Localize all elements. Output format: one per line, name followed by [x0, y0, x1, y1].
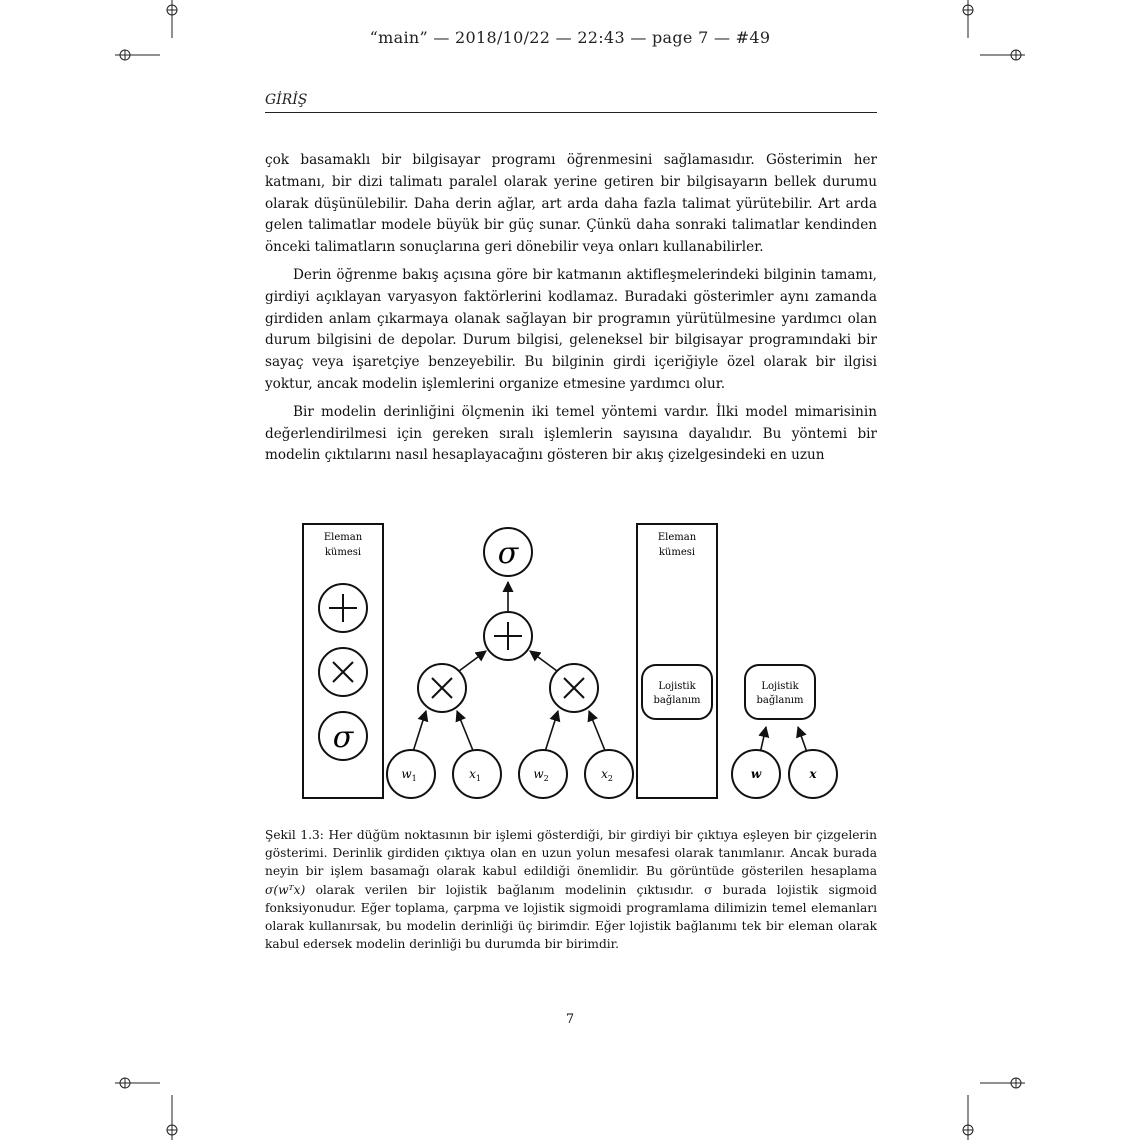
caption-formula: σ(wᵀx): [265, 882, 306, 897]
w-label: w: [750, 767, 762, 781]
element-set-label-left-1: Eleman: [323, 532, 363, 543]
times-node-legend: [319, 648, 367, 696]
caption-prefix: Şekil 1.3:: [265, 828, 329, 842]
w2-subscript: 2: [543, 774, 549, 783]
element-set-label-right-1: Eleman: [657, 532, 697, 543]
page-number: 7: [565, 1012, 575, 1027]
lr-legend-label-1: Lojistik: [658, 681, 696, 692]
logistic-regression-legend: [642, 665, 712, 719]
element-set-label-right-2: kümesi: [658, 547, 696, 558]
x1-label: x: [469, 767, 476, 781]
w2-label: w: [533, 767, 544, 781]
input-node-w2: [519, 750, 567, 798]
sigma-node: [484, 528, 532, 576]
body-text: [265, 150, 877, 473]
plus-node: [484, 612, 532, 660]
computation-graph-figure: [296, 518, 846, 808]
input-node-x1: [453, 750, 501, 798]
x2-label: x: [601, 767, 608, 781]
x-label: x: [809, 767, 817, 781]
w1-label: w: [401, 767, 412, 781]
logistic-regression-node: [745, 665, 815, 719]
w1-subscript: 1: [411, 774, 417, 783]
sigma-node-legend: [319, 712, 367, 760]
x2-subscript: 2: [607, 774, 613, 783]
input-node-x: [789, 750, 837, 798]
times-node-right: [550, 664, 598, 712]
header-rule: [265, 112, 877, 113]
crop-mark-bottom-right: [960, 1065, 1030, 1140]
running-header: “main” — 2018/10/22 — 22:43 — page 7 — #49: [369, 28, 771, 47]
lr-node-label-2: bağlanım: [756, 695, 804, 706]
lr-node-label-1: Lojistik: [761, 681, 799, 692]
times-node-left: [418, 664, 466, 712]
caption-text-2: olarak verilen bir lojistik bağlanım modelinin çıktısıdır. σ burada lojistik sigmoid fonksiyonudur. Eğer toplama, çarpma ve lojistik sigmoidi programlama dilimizin temel elemanları olarak kullanırsak, bu modelin derinliği üç birimdir. Eğer lojistik bağlanımı tek bir eleman olarak kabul edersek modelin derinliği bu durumda bir birimdir.: [265, 882, 877, 952]
plus-node-legend: [319, 584, 367, 632]
element-set-label-left-2: kümesi: [324, 547, 362, 558]
paragraph-3: Bir modelin derinliğini ölçmenin iki temel yöntemi vardır. İlki model mimarisinin değerlendirilmesi için gereken sıralı işlemlerin sayısına dayalıdır. Bu yöntemi bir modelin çıktılarını nasıl hesaplayacağını gösteren bir akış çizelgesindeki en uzun: [265, 403, 877, 464]
paragraph-1: çok basamaklı bir bilgisayar programı öğrenmesini sağlamasıdır. Gösterimin her katmanı, bir dizi talimatı paralel olarak yerine getiren bir bilgisayarın bellek durumu olarak düşünülebilir. Daha derin ağlar, art arda daha fazla talimat yürütebilir. Art arda gelen talimatlar modele büyük bir güç sunar. Çünkü daha sonraki talimatlar kendinden önceki talimatların sonuçlarına geri dönebilir veya onları kullanabilirler.: [265, 152, 877, 256]
input-node-x2: [585, 750, 633, 798]
input-node-w1: [387, 750, 435, 798]
crop-mark-bottom-left: [110, 1065, 180, 1140]
element-set-box-right: [637, 524, 717, 798]
section-title: GİRİŞ: [265, 92, 308, 108]
input-node-w: [732, 750, 780, 798]
sigma-symbol: σ: [332, 720, 354, 755]
x1-subscript: 1: [475, 774, 481, 783]
figure-caption: [265, 826, 877, 953]
lr-legend-label-2: bağlanım: [653, 695, 701, 706]
paragraph-2: Derin öğrenme bakış açısına göre bir katmanın aktifleşmelerindeki bilginin tamamı, girdiyi açıklayan varyasyon faktörlerini kodlamaz. Buradaki gösterimler aynı zamanda girdiden anlam çıkarmaya olanak sağlayan bir programın yürütülmesine yardımcı olan durum bilgisini de depolar. Durum bilgisi, geleneksel bir bilgisayar programındaki bir sayaç veya işaretçiye benzeyebilir. Bu bilginin girdi içeriğiyle özel olarak bir ilgisi yoktur, ancak modelin işlemlerini organize etmesine yardımcı olur.: [265, 266, 877, 392]
sigma-node-symbol: σ: [497, 536, 519, 571]
caption-text-1: Her düğüm noktasının bir işlemi gösterdiği, bir girdiyi bir çıktıya eşleyen bir çizgelerin gösterimi. Derinlik girdiden çıktıya olan en uzun yolun mesafesi olarak tanımlanır. Ancak burada neyin bir işlem basamağı olarak kabul edildiği önemlidir. Bu görüntüde gösterilen hesaplama: [265, 828, 877, 879]
